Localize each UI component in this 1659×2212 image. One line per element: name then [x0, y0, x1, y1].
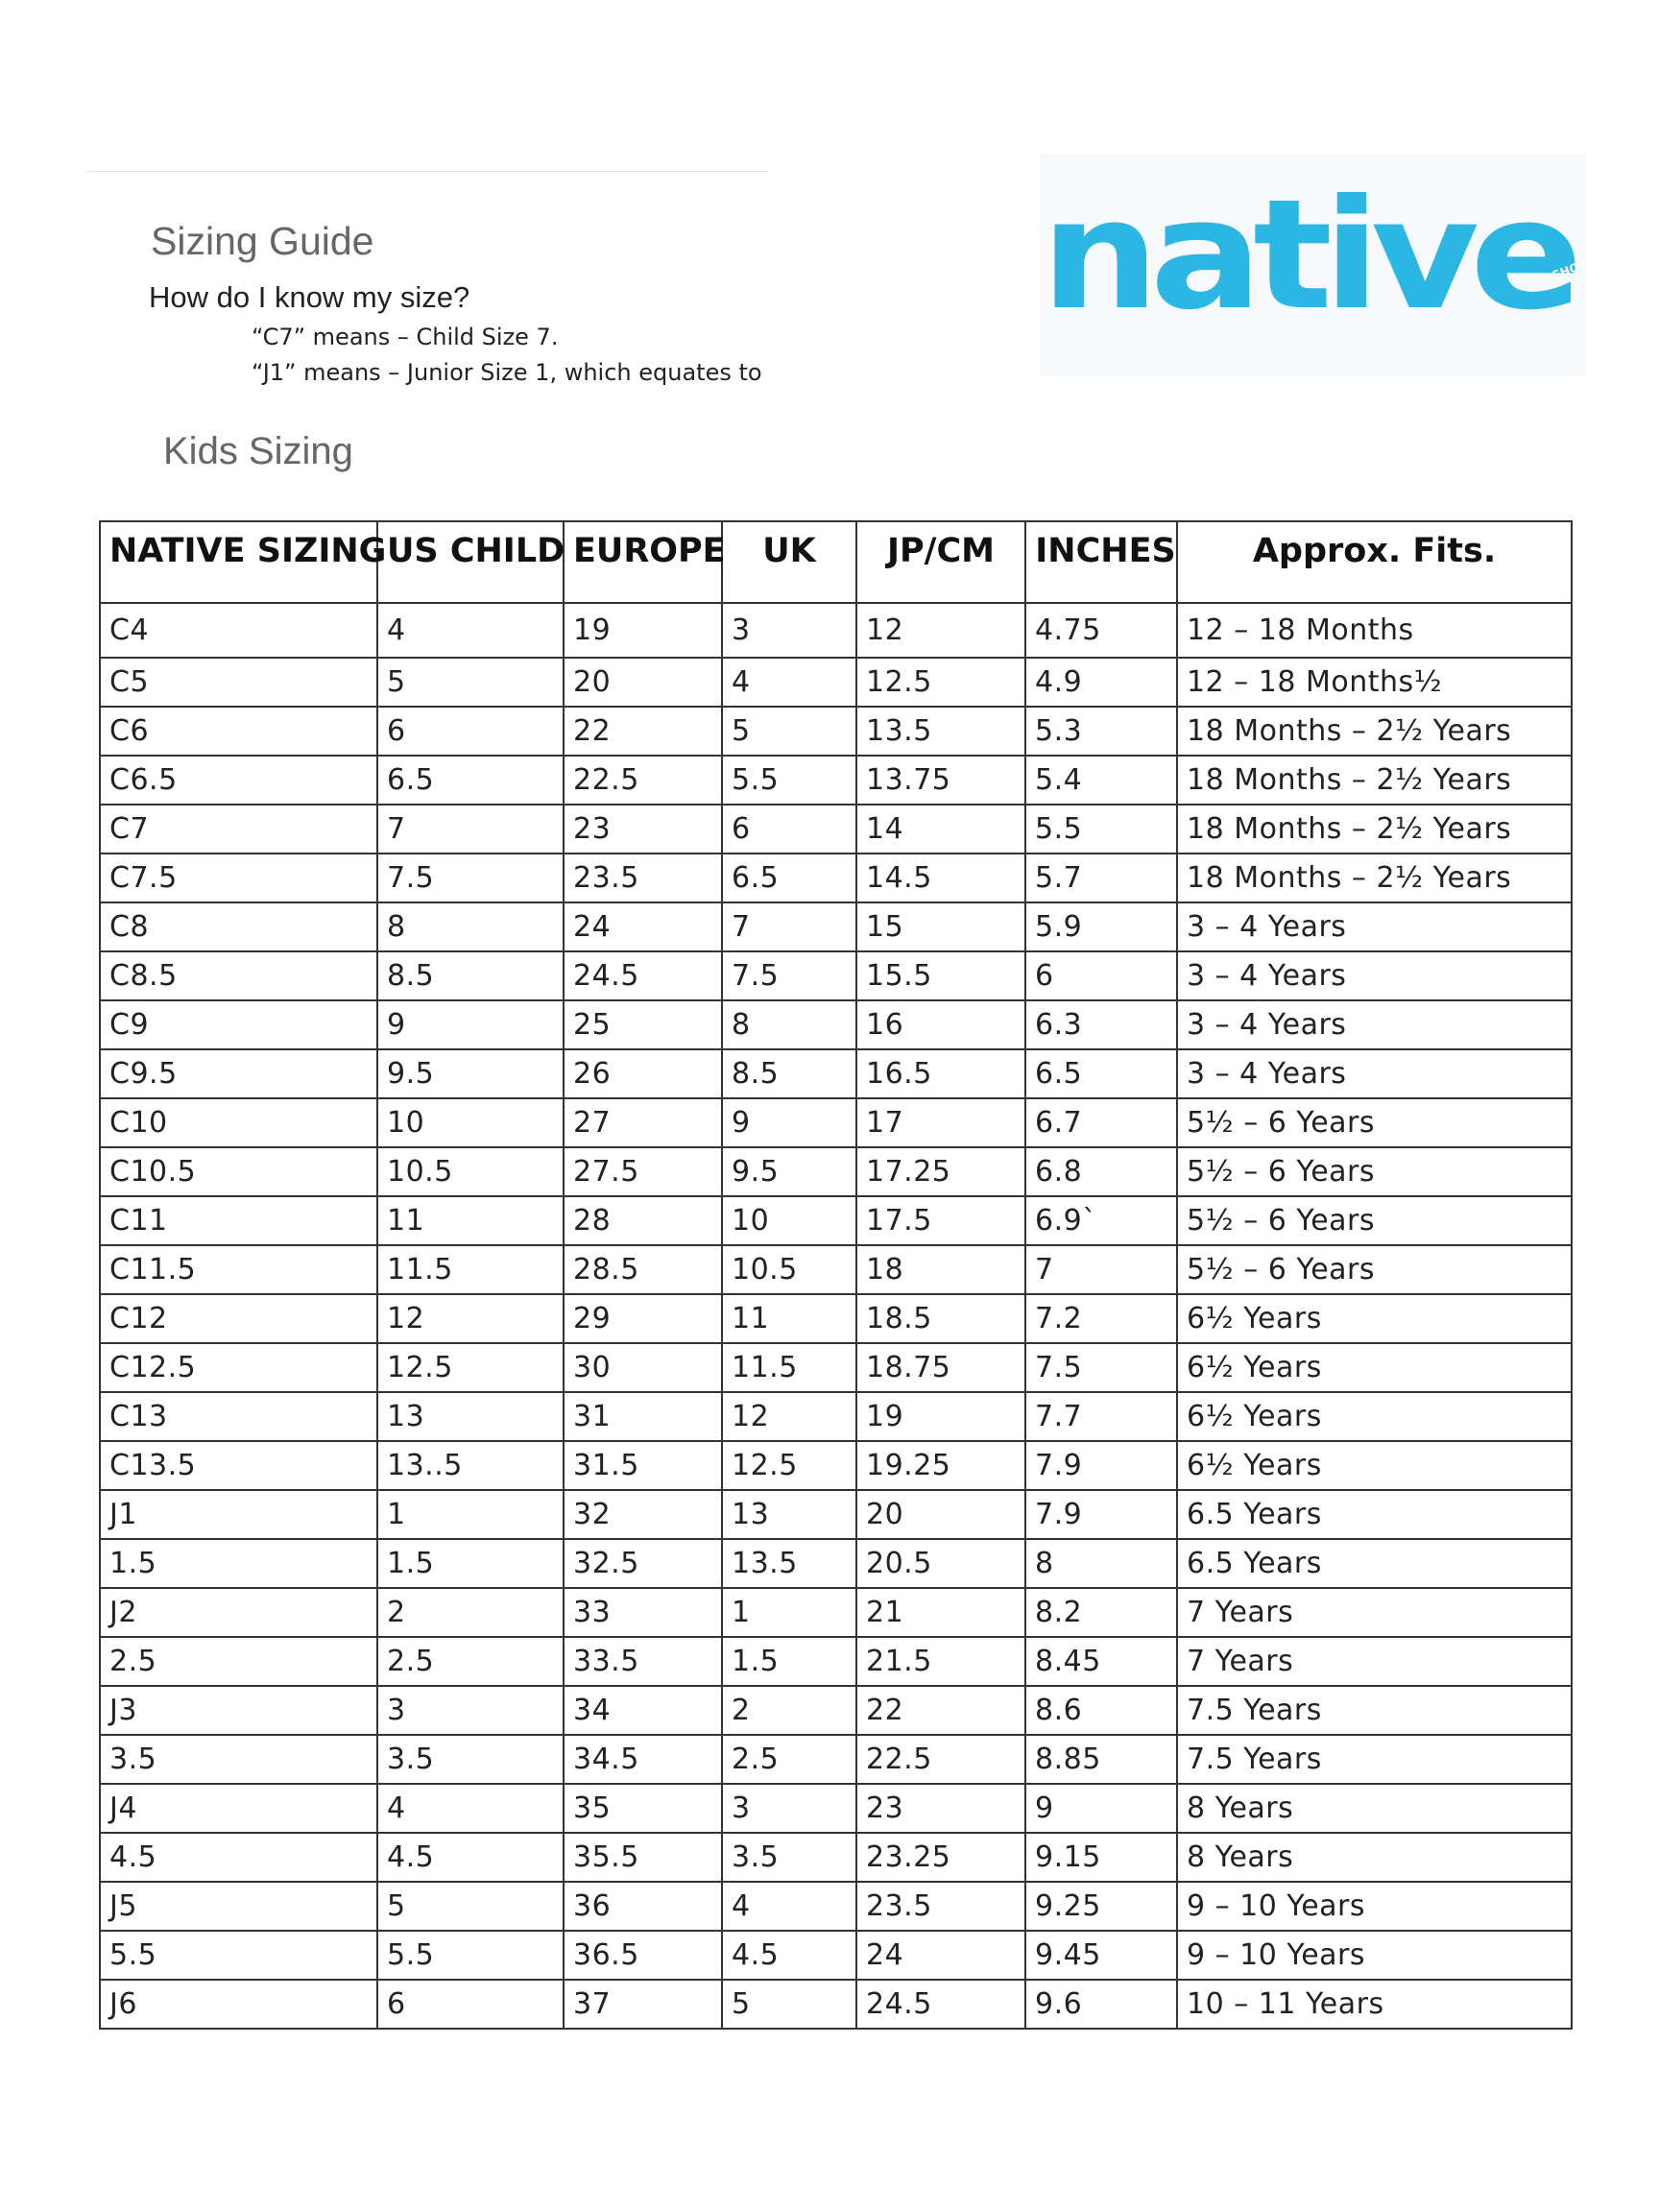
cell-approx-fits: 9 – 10 Years — [1177, 1882, 1572, 1931]
cell-europe: 22.5 — [564, 756, 722, 805]
cell-approx-fits: 3 – 4 Years — [1177, 902, 1572, 951]
cell-inches: 9.6 — [1025, 1980, 1177, 2029]
cell-uk: 13 — [722, 1490, 856, 1539]
cell-approx-fits: 7 Years — [1177, 1588, 1572, 1637]
cell-uk: 4 — [722, 1882, 856, 1931]
cell-approx-fits: 10 – 11 Years — [1177, 1980, 1572, 2029]
cell-approx-fits: 6½ Years — [1177, 1343, 1572, 1392]
table-row — [100, 805, 1572, 854]
header-divider — [86, 171, 768, 172]
cell-inches: 9 — [1025, 1784, 1177, 1833]
cell-us-child: 9.5 — [377, 1049, 564, 1098]
cell-europe: 27 — [564, 1098, 722, 1147]
cell-europe: 28 — [564, 1196, 722, 1245]
cell-inches: 9.45 — [1025, 1931, 1177, 1980]
cell-uk: 10 — [722, 1196, 856, 1245]
cell-inches: 6.9` — [1025, 1196, 1177, 1245]
cell-native-sizing: 5.5 — [100, 1931, 377, 1980]
table-row — [100, 1490, 1572, 1539]
size-question: How do I know my size? — [149, 280, 470, 314]
logo-wordmark: native — [1041, 167, 1576, 344]
cell-us-child: 4.5 — [377, 1833, 564, 1882]
cell-us-child: 6.5 — [377, 756, 564, 805]
cell-jp-cm: 23.25 — [856, 1833, 1025, 1882]
cell-uk: 4.5 — [722, 1931, 856, 1980]
cell-jp-cm: 17 — [856, 1098, 1025, 1147]
table-row — [100, 1196, 1572, 1245]
cell-inches: 5.5 — [1025, 805, 1177, 854]
table-row — [100, 1294, 1572, 1343]
cell-us-child: 11.5 — [377, 1245, 564, 1294]
cell-native-sizing: C7.5 — [100, 854, 377, 902]
table-row — [100, 707, 1572, 756]
cell-us-child: 7 — [377, 805, 564, 854]
cell-us-child: 6 — [377, 1980, 564, 2029]
table-row — [100, 1882, 1572, 1931]
cell-europe: 36.5 — [564, 1931, 722, 1980]
cell-us-child: 1.5 — [377, 1539, 564, 1588]
cell-inches: 4.75 — [1025, 603, 1177, 658]
cell-jp-cm: 24.5 — [856, 1980, 1025, 2029]
cell-native-sizing: C9 — [100, 1000, 377, 1049]
cell-inches: 7.5 — [1025, 1343, 1177, 1392]
cell-us-child: 11 — [377, 1196, 564, 1245]
table-row — [100, 658, 1572, 707]
column-header-uk: UK — [722, 521, 856, 603]
cell-inches: 6.3 — [1025, 1000, 1177, 1049]
cell-uk: 12.5 — [722, 1441, 856, 1490]
cell-approx-fits: 5½ – 6 Years — [1177, 1196, 1572, 1245]
cell-europe: 31 — [564, 1392, 722, 1441]
cell-jp-cm: 12.5 — [856, 658, 1025, 707]
table-header-row — [100, 521, 1572, 603]
cell-uk: 5 — [722, 1980, 856, 2029]
cell-uk: 9 — [722, 1098, 856, 1147]
cell-uk: 3 — [722, 1784, 856, 1833]
cell-uk: 6.5 — [722, 854, 856, 902]
cell-uk: 3.5 — [722, 1833, 856, 1882]
cell-inches: 9.15 — [1025, 1833, 1177, 1882]
cell-uk: 1 — [722, 1588, 856, 1637]
cell-inches: 8 — [1025, 1539, 1177, 1588]
table-row — [100, 1931, 1572, 1980]
cell-approx-fits: 12 – 18 Months — [1177, 603, 1572, 658]
cell-inches: 5.7 — [1025, 854, 1177, 902]
cell-europe: 31.5 — [564, 1441, 722, 1490]
cell-approx-fits: 6.5 Years — [1177, 1490, 1572, 1539]
cell-uk: 7 — [722, 902, 856, 951]
cell-native-sizing: C6.5 — [100, 756, 377, 805]
cell-native-sizing: C8.5 — [100, 951, 377, 1000]
cell-inches: 6.7 — [1025, 1098, 1177, 1147]
cell-europe: 24 — [564, 902, 722, 951]
cell-native-sizing: C4 — [100, 603, 377, 658]
child-size-note: “C7” means – Child Size 7. — [252, 324, 559, 350]
cell-native-sizing: 1.5 — [100, 1539, 377, 1588]
cell-approx-fits: 5½ – 6 Years — [1177, 1147, 1572, 1196]
cell-europe: 37 — [564, 1980, 722, 2029]
cell-jp-cm: 16 — [856, 1000, 1025, 1049]
cell-inches: 7.7 — [1025, 1392, 1177, 1441]
cell-approx-fits: 18 Months – 2½ Years — [1177, 854, 1572, 902]
cell-europe: 35 — [564, 1784, 722, 1833]
cell-europe: 19 — [564, 603, 722, 658]
cell-europe: 20 — [564, 658, 722, 707]
cell-jp-cm: 20.5 — [856, 1539, 1025, 1588]
cell-native-sizing: C7 — [100, 805, 377, 854]
cell-europe: 29 — [564, 1294, 722, 1343]
table-row — [100, 1049, 1572, 1098]
cell-native-sizing: C11 — [100, 1196, 377, 1245]
cell-jp-cm: 21.5 — [856, 1637, 1025, 1686]
cell-uk: 10.5 — [722, 1245, 856, 1294]
cell-approx-fits: 3 – 4 Years — [1177, 1000, 1572, 1049]
cell-europe: 22 — [564, 707, 722, 756]
cell-uk: 12 — [722, 1392, 856, 1441]
cell-approx-fits: 12 – 18 Months½ — [1177, 658, 1572, 707]
cell-us-child: 7.5 — [377, 854, 564, 902]
cell-inches: 7.2 — [1025, 1294, 1177, 1343]
cell-approx-fits: 5½ – 6 Years — [1177, 1098, 1572, 1147]
cell-inches: 6.8 — [1025, 1147, 1177, 1196]
cell-jp-cm: 18.75 — [856, 1343, 1025, 1392]
table-row — [100, 902, 1572, 951]
table-row — [100, 1441, 1572, 1490]
cell-jp-cm: 17.25 — [856, 1147, 1025, 1196]
brand-logo — [1039, 154, 1597, 376]
cell-inches: 7 — [1025, 1245, 1177, 1294]
cell-approx-fits: 6.5 Years — [1177, 1539, 1572, 1588]
cell-us-child: 8 — [377, 902, 564, 951]
table-row — [100, 1637, 1572, 1686]
cell-inches: 9.25 — [1025, 1882, 1177, 1931]
cell-europe: 26 — [564, 1049, 722, 1098]
cell-inches: 8.2 — [1025, 1588, 1177, 1637]
cell-uk: 4 — [722, 658, 856, 707]
cell-jp-cm: 17.5 — [856, 1196, 1025, 1245]
table-row — [100, 1735, 1572, 1784]
cell-native-sizing: C5 — [100, 658, 377, 707]
cell-native-sizing: J4 — [100, 1784, 377, 1833]
table-row — [100, 1686, 1572, 1735]
section-title: Kids Sizing — [163, 430, 353, 472]
cell-inches: 8.6 — [1025, 1686, 1177, 1735]
cell-uk: 8 — [722, 1000, 856, 1049]
cell-us-child: 12.5 — [377, 1343, 564, 1392]
cell-native-sizing: C10.5 — [100, 1147, 377, 1196]
cell-jp-cm: 16.5 — [856, 1049, 1025, 1098]
cell-uk: 6 — [722, 805, 856, 854]
page-title: Sizing Guide — [151, 219, 374, 263]
cell-native-sizing: 2.5 — [100, 1637, 377, 1686]
cell-europe: 25 — [564, 1000, 722, 1049]
cell-approx-fits: 18 Months – 2½ Years — [1177, 805, 1572, 854]
cell-us-child: 2 — [377, 1588, 564, 1637]
size-chart-table — [99, 520, 1573, 2030]
cell-uk: 5.5 — [722, 756, 856, 805]
cell-inches: 8.85 — [1025, 1735, 1177, 1784]
cell-native-sizing: C9.5 — [100, 1049, 377, 1098]
cell-approx-fits: 8 Years — [1177, 1784, 1572, 1833]
cell-europe: 34 — [564, 1686, 722, 1735]
cell-europe: 27.5 — [564, 1147, 722, 1196]
cell-jp-cm: 22 — [856, 1686, 1025, 1735]
cell-europe: 32.5 — [564, 1539, 722, 1588]
cell-approx-fits: 6½ Years — [1177, 1392, 1572, 1441]
cell-jp-cm: 13.75 — [856, 756, 1025, 805]
cell-approx-fits: 7.5 Years — [1177, 1735, 1572, 1784]
cell-europe: 23 — [564, 805, 722, 854]
column-header-us-child: US CHILD — [377, 521, 564, 603]
cell-europe: 35.5 — [564, 1833, 722, 1882]
cell-approx-fits: 3 – 4 Years — [1177, 1049, 1572, 1098]
cell-jp-cm: 19 — [856, 1392, 1025, 1441]
cell-europe: 30 — [564, 1343, 722, 1392]
cell-us-child: 13..5 — [377, 1441, 564, 1490]
cell-approx-fits: 3 – 4 Years — [1177, 951, 1572, 1000]
cell-us-child: 4 — [377, 603, 564, 658]
cell-native-sizing: J3 — [100, 1686, 377, 1735]
cell-uk: 8.5 — [722, 1049, 856, 1098]
cell-inches: 5.9 — [1025, 902, 1177, 951]
cell-us-child: 4 — [377, 1784, 564, 1833]
cell-europe: 23.5 — [564, 854, 722, 902]
cell-uk: 9.5 — [722, 1147, 856, 1196]
cell-approx-fits: 6½ Years — [1177, 1294, 1572, 1343]
cell-approx-fits: 18 Months – 2½ Years — [1177, 756, 1572, 805]
cell-jp-cm: 18 — [856, 1245, 1025, 1294]
cell-uk: 1.5 — [722, 1637, 856, 1686]
table-row — [100, 1147, 1572, 1196]
cell-native-sizing: C10 — [100, 1098, 377, 1147]
cell-jp-cm: 13.5 — [856, 707, 1025, 756]
cell-us-child: 5 — [377, 658, 564, 707]
cell-us-child: 2.5 — [377, 1637, 564, 1686]
cell-jp-cm: 20 — [856, 1490, 1025, 1539]
table-row — [100, 1980, 1572, 2029]
cell-jp-cm: 23 — [856, 1784, 1025, 1833]
cell-uk: 2.5 — [722, 1735, 856, 1784]
cell-inches: 5.4 — [1025, 756, 1177, 805]
cell-jp-cm: 23.5 — [856, 1882, 1025, 1931]
column-header-inches: INCHES — [1025, 521, 1177, 603]
cell-us-child: 10.5 — [377, 1147, 564, 1196]
cell-us-child: 3 — [377, 1686, 564, 1735]
cell-jp-cm: 15 — [856, 902, 1025, 951]
table-row — [100, 1784, 1572, 1833]
table-row — [100, 603, 1572, 658]
cell-jp-cm: 12 — [856, 603, 1025, 658]
cell-uk: 2 — [722, 1686, 856, 1735]
table-row — [100, 1833, 1572, 1882]
cell-us-child: 1 — [377, 1490, 564, 1539]
table-row — [100, 854, 1572, 902]
column-header-europe: EUROPE — [564, 521, 722, 603]
cell-native-sizing: 4.5 — [100, 1833, 377, 1882]
cell-europe: 33 — [564, 1588, 722, 1637]
cell-jp-cm: 22.5 — [856, 1735, 1025, 1784]
cell-uk: 11 — [722, 1294, 856, 1343]
column-header-jp-cm: JP/CM — [856, 521, 1025, 603]
cell-us-child: 8.5 — [377, 951, 564, 1000]
cell-uk: 11.5 — [722, 1343, 856, 1392]
table-row — [100, 1098, 1572, 1147]
cell-inches: 6 — [1025, 951, 1177, 1000]
cell-uk: 7.5 — [722, 951, 856, 1000]
table-row — [100, 756, 1572, 805]
cell-native-sizing: C8 — [100, 902, 377, 951]
cell-jp-cm: 18.5 — [856, 1294, 1025, 1343]
table-row — [100, 1343, 1572, 1392]
column-header-approx-fits: Approx. Fits. — [1177, 521, 1572, 603]
cell-uk: 13.5 — [722, 1539, 856, 1588]
cell-jp-cm: 21 — [856, 1588, 1025, 1637]
cell-us-child: 3.5 — [377, 1735, 564, 1784]
cell-europe: 32 — [564, 1490, 722, 1539]
cell-approx-fits: 5½ – 6 Years — [1177, 1245, 1572, 1294]
cell-approx-fits: 7.5 Years — [1177, 1686, 1572, 1735]
table-row — [100, 1000, 1572, 1049]
cell-europe: 28.5 — [564, 1245, 722, 1294]
cell-uk: 5 — [722, 707, 856, 756]
cell-europe: 33.5 — [564, 1637, 722, 1686]
cell-us-child: 9 — [377, 1000, 564, 1049]
logo-subtext: SHOES — [1550, 254, 1597, 283]
cell-jp-cm: 14.5 — [856, 854, 1025, 902]
cell-approx-fits: 9 – 10 Years — [1177, 1931, 1572, 1980]
cell-inches: 7.9 — [1025, 1441, 1177, 1490]
table-row — [100, 1245, 1572, 1294]
cell-us-child: 6 — [377, 707, 564, 756]
junior-size-note: “J1” means – Junior Size 1, which equates to — [252, 359, 762, 386]
cell-approx-fits: 6½ Years — [1177, 1441, 1572, 1490]
cell-native-sizing: C11.5 — [100, 1245, 377, 1294]
cell-us-child: 13 — [377, 1392, 564, 1441]
cell-inches: 5.3 — [1025, 707, 1177, 756]
cell-native-sizing: C12 — [100, 1294, 377, 1343]
cell-native-sizing: J5 — [100, 1882, 377, 1931]
cell-jp-cm: 14 — [856, 805, 1025, 854]
cell-jp-cm: 24 — [856, 1931, 1025, 1980]
table-row — [100, 951, 1572, 1000]
cell-inches: 7.9 — [1025, 1490, 1177, 1539]
table-row — [100, 1539, 1572, 1588]
cell-inches: 8.45 — [1025, 1637, 1177, 1686]
cell-native-sizing: J6 — [100, 1980, 377, 2029]
cell-native-sizing: J2 — [100, 1588, 377, 1637]
cell-uk: 3 — [722, 603, 856, 658]
cell-native-sizing: 3.5 — [100, 1735, 377, 1784]
cell-europe: 24.5 — [564, 951, 722, 1000]
cell-native-sizing: C6 — [100, 707, 377, 756]
cell-us-child: 5.5 — [377, 1931, 564, 1980]
cell-native-sizing: C13.5 — [100, 1441, 377, 1490]
table-row — [100, 1392, 1572, 1441]
cell-approx-fits: 8 Years — [1177, 1833, 1572, 1882]
cell-jp-cm: 19.25 — [856, 1441, 1025, 1490]
cell-jp-cm: 15.5 — [856, 951, 1025, 1000]
cell-approx-fits: 18 Months – 2½ Years — [1177, 707, 1572, 756]
cell-europe: 36 — [564, 1882, 722, 1931]
cell-us-child: 10 — [377, 1098, 564, 1147]
column-header-native-sizing: NATIVE SIZING — [100, 521, 377, 603]
cell-native-sizing: J1 — [100, 1490, 377, 1539]
cell-native-sizing: C13 — [100, 1392, 377, 1441]
cell-us-child: 5 — [377, 1882, 564, 1931]
cell-europe: 34.5 — [564, 1735, 722, 1784]
cell-native-sizing: C12.5 — [100, 1343, 377, 1392]
cell-us-child: 12 — [377, 1294, 564, 1343]
cell-inches: 6.5 — [1025, 1049, 1177, 1098]
cell-approx-fits: 7 Years — [1177, 1637, 1572, 1686]
cell-inches: 4.9 — [1025, 658, 1177, 707]
table-row — [100, 1588, 1572, 1637]
